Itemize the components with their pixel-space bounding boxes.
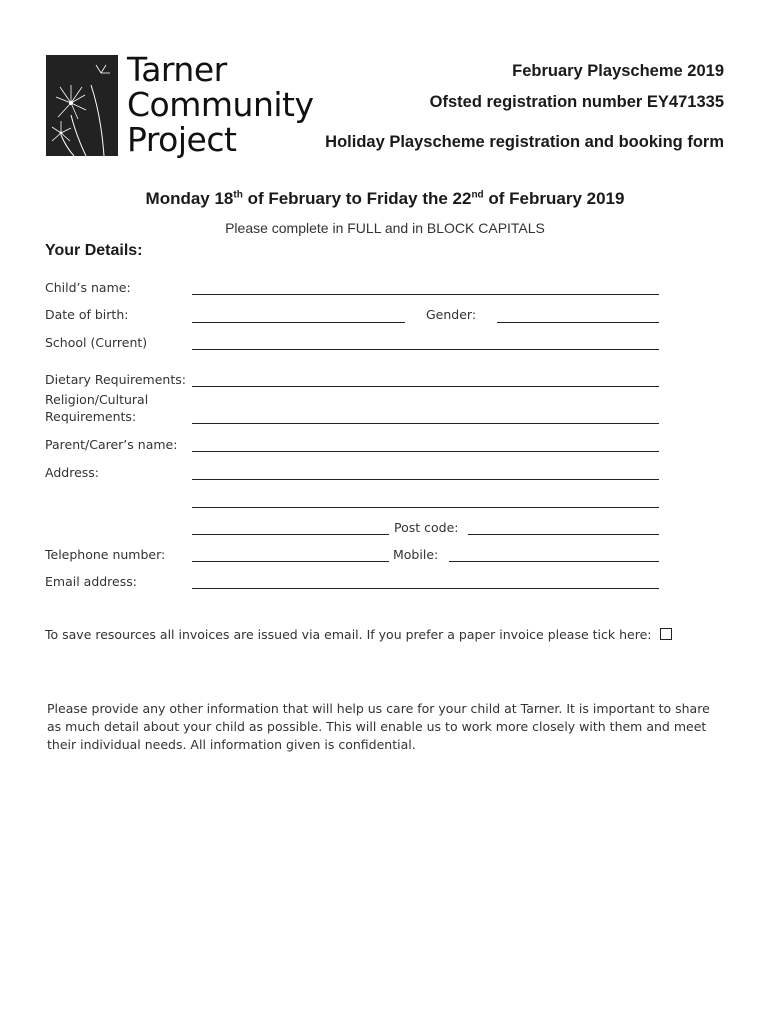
scheme-title: February Playscheme 2019 [512,62,724,80]
religion-label-1: Religion/Cultural [45,392,149,407]
logo-line-1: Tarner [127,50,227,89]
gender-label: Gender: [426,307,477,322]
email-field[interactable] [192,588,659,589]
logo-wordmark [127,52,314,157]
school-label: School (Current) [45,335,148,350]
gender-field[interactable] [497,322,659,323]
address-field-2[interactable] [192,507,659,508]
dietary-field[interactable] [192,386,659,387]
logo-line-2: Community [127,85,314,124]
mobile-field[interactable] [449,561,659,562]
school-field[interactable] [192,349,659,350]
religion-field[interactable] [192,423,659,424]
address-label: Address: [45,465,99,480]
logo-line-3: Project [127,120,237,159]
date-range: Monday 18th of February to Friday the 22nd of February 2019 [145,189,625,208]
section-title: Your Details: [45,242,143,259]
parent-label: Parent/Carer’s name: [45,437,178,452]
postcode-label: Post code: [394,520,459,535]
dob-field[interactable] [192,322,405,323]
telephone-field[interactable] [192,561,389,562]
address-field-1[interactable] [192,479,659,480]
child-name-label: Child’s name: [45,280,131,295]
dandelion-logo-icon [46,55,118,156]
ofsted-number: Ofsted registration number EY471335 [429,93,724,111]
email-label: Email address: [45,574,137,589]
mobile-label: Mobile: [393,547,439,562]
postcode-field[interactable] [468,534,659,535]
parent-field[interactable] [192,451,659,452]
form-title: Holiday Playscheme registration and booking form [325,133,724,151]
telephone-label: Telephone number: [45,547,166,562]
info-paragraph: Please provide any other information that will help us care for your child at Tarner. It is important to share as much detail about your child as possible. This will enable us to work more closely with them and meet their individual needs. All information given is confidential. [47,701,710,752]
dietary-label: Dietary Requirements: [45,372,186,387]
address-field-3[interactable] [192,534,389,535]
paper-invoice-checkbox[interactable] [660,628,672,640]
invoice-note: To save resources all invoices are issued via email. If you prefer a paper invoice please tick here: [45,627,652,642]
religion-label-2: Requirements: [45,409,137,424]
dob-label: Date of birth: [45,307,129,322]
child-name-field[interactable] [192,294,659,295]
instructions: Please complete in FULL and in BLOCK CAPITALS [225,220,545,236]
